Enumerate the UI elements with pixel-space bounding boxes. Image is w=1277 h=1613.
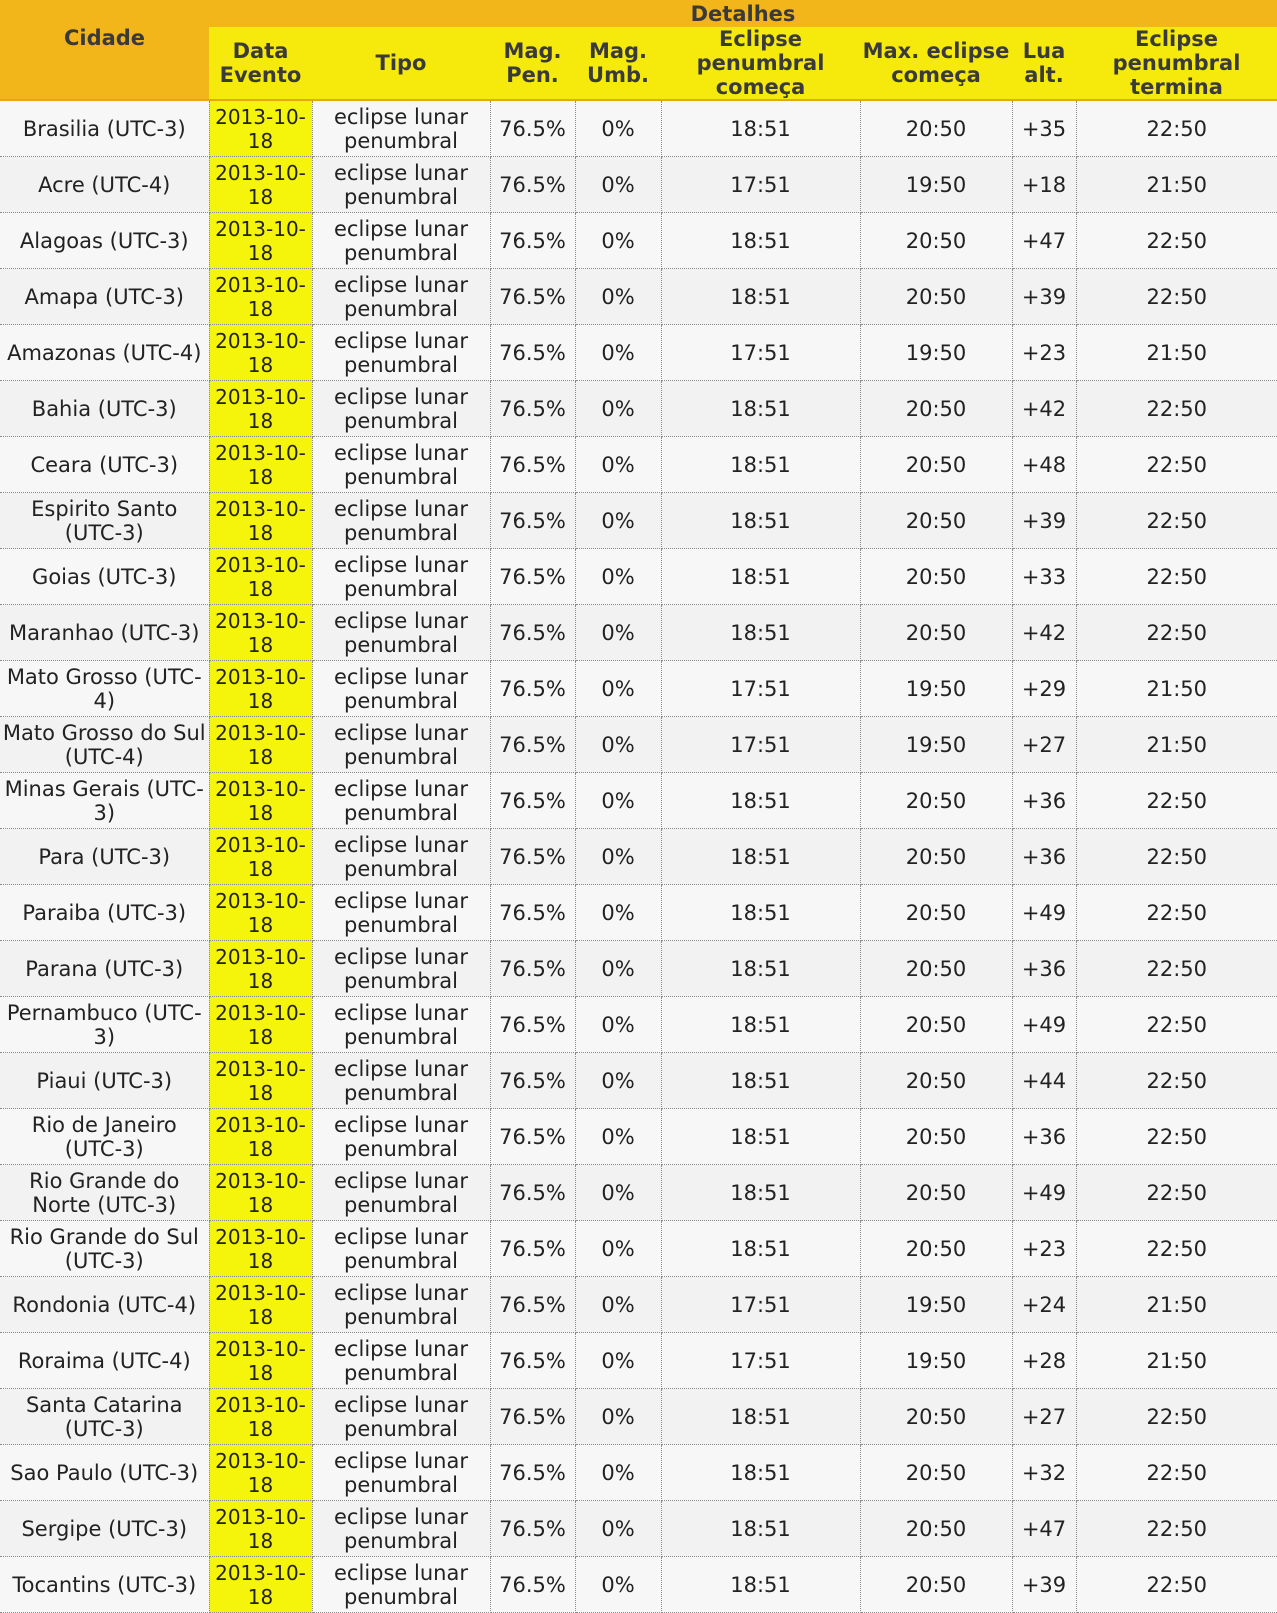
cell-date: 2013-10-18	[209, 885, 312, 941]
cell-mag-umb: 0%	[575, 1501, 661, 1557]
cell-moon-altitude: +24	[1012, 1277, 1076, 1333]
cell-mag-umb: 0%	[575, 941, 661, 997]
cell-type: eclipse lunar penumbral	[312, 1333, 490, 1389]
cell-moon-altitude: +27	[1012, 1389, 1076, 1445]
table-row	[0, 1333, 1277, 1389]
cell-penumbral-ends: 22:50	[1076, 100, 1277, 157]
cell-mag-umb: 0%	[575, 1389, 661, 1445]
cell-type: eclipse lunar penumbral	[312, 157, 490, 213]
cell-date: 2013-10-18	[209, 549, 312, 605]
cell-date: 2013-10-18	[209, 661, 312, 717]
cell-mag-umb: 0%	[575, 100, 661, 157]
cell-moon-altitude: +18	[1012, 157, 1076, 213]
cell-penumbral-begins: 18:51	[661, 1389, 860, 1445]
cell-city: Para (UTC-3)	[0, 829, 209, 885]
cell-city: Alagoas (UTC-3)	[0, 213, 209, 269]
cell-max-eclipse-begins: 20:50	[860, 997, 1012, 1053]
cell-city: Goias (UTC-3)	[0, 549, 209, 605]
cell-type: eclipse lunar penumbral	[312, 605, 490, 661]
cell-penumbral-begins: 18:51	[661, 997, 860, 1053]
cell-penumbral-begins: 18:51	[661, 269, 860, 325]
cell-penumbral-begins: 18:51	[661, 213, 860, 269]
cell-mag-umb: 0%	[575, 1165, 661, 1221]
cell-mag-umb: 0%	[575, 997, 661, 1053]
cell-penumbral-begins: 18:51	[661, 549, 860, 605]
cell-date: 2013-10-18	[209, 1445, 312, 1501]
cell-moon-altitude: +36	[1012, 829, 1076, 885]
cell-mag-umb: 0%	[575, 325, 661, 381]
cell-mag-umb: 0%	[575, 605, 661, 661]
table-row	[0, 605, 1277, 661]
cell-max-eclipse-begins: 20:50	[860, 213, 1012, 269]
cell-penumbral-ends: 22:50	[1076, 1501, 1277, 1557]
cell-moon-altitude: +33	[1012, 549, 1076, 605]
cell-mag-pen: 76.5%	[490, 437, 575, 493]
cell-mag-umb: 0%	[575, 1333, 661, 1389]
cell-max-eclipse-begins: 20:50	[860, 437, 1012, 493]
cell-mag-pen: 76.5%	[490, 885, 575, 941]
cell-penumbral-begins: 17:51	[661, 661, 860, 717]
cell-date: 2013-10-18	[209, 381, 312, 437]
table-row	[0, 1445, 1277, 1501]
cell-date: 2013-10-18	[209, 1053, 312, 1109]
cell-penumbral-ends: 22:50	[1076, 885, 1277, 941]
cell-date: 2013-10-18	[209, 717, 312, 773]
cell-mag-umb: 0%	[575, 493, 661, 549]
cell-mag-pen: 76.5%	[490, 1333, 575, 1389]
cell-city: Bahia (UTC-3)	[0, 381, 209, 437]
cell-max-eclipse-begins: 19:50	[860, 325, 1012, 381]
table-row	[0, 1165, 1277, 1221]
table-row	[0, 1277, 1277, 1333]
cell-moon-altitude: +27	[1012, 717, 1076, 773]
cell-mag-pen: 76.5%	[490, 157, 575, 213]
cell-date: 2013-10-18	[209, 1277, 312, 1333]
cell-type: eclipse lunar penumbral	[312, 325, 490, 381]
table-row	[0, 885, 1277, 941]
cell-max-eclipse-begins: 19:50	[860, 717, 1012, 773]
cell-city: Amazonas (UTC-4)	[0, 325, 209, 381]
cell-max-eclipse-begins: 20:50	[860, 381, 1012, 437]
cell-penumbral-begins: 17:51	[661, 1333, 860, 1389]
cell-type: eclipse lunar penumbral	[312, 1109, 490, 1165]
cell-max-eclipse-begins: 20:50	[860, 885, 1012, 941]
cell-penumbral-ends: 21:50	[1076, 661, 1277, 717]
header-type: Tipo	[312, 27, 490, 100]
cell-mag-pen: 76.5%	[490, 269, 575, 325]
cell-mag-umb: 0%	[575, 549, 661, 605]
cell-penumbral-ends: 22:50	[1076, 1053, 1277, 1109]
table-row	[0, 829, 1277, 885]
cell-moon-altitude: +49	[1012, 1165, 1076, 1221]
cell-date: 2013-10-18	[209, 493, 312, 549]
cell-date: 2013-10-18	[209, 157, 312, 213]
cell-city: Sao Paulo (UTC-3)	[0, 1445, 209, 1501]
cell-penumbral-ends: 22:50	[1076, 549, 1277, 605]
cell-type: eclipse lunar penumbral	[312, 997, 490, 1053]
cell-penumbral-ends: 22:50	[1076, 493, 1277, 549]
cell-mag-umb: 0%	[575, 1277, 661, 1333]
cell-penumbral-begins: 18:51	[661, 1053, 860, 1109]
cell-penumbral-begins: 18:51	[661, 605, 860, 661]
cell-max-eclipse-begins: 20:50	[860, 1557, 1012, 1613]
cell-mag-pen: 76.5%	[490, 213, 575, 269]
cell-moon-altitude: +47	[1012, 1501, 1076, 1557]
table-row	[0, 1501, 1277, 1557]
cell-mag-pen: 76.5%	[490, 997, 575, 1053]
cell-mag-umb: 0%	[575, 381, 661, 437]
cell-max-eclipse-begins: 20:50	[860, 1221, 1012, 1277]
cell-max-eclipse-begins: 20:50	[860, 1389, 1012, 1445]
cell-mag-pen: 76.5%	[490, 661, 575, 717]
cell-city: Roraima (UTC-4)	[0, 1333, 209, 1389]
table-row	[0, 437, 1277, 493]
cell-type: eclipse lunar penumbral	[312, 1389, 490, 1445]
cell-moon-altitude: +32	[1012, 1445, 1076, 1501]
table-row	[0, 717, 1277, 773]
cell-mag-pen: 76.5%	[490, 1445, 575, 1501]
cell-mag-umb: 0%	[575, 717, 661, 773]
cell-penumbral-begins: 17:51	[661, 157, 860, 213]
table-row	[0, 493, 1277, 549]
table-row	[0, 381, 1277, 437]
cell-penumbral-begins: 18:51	[661, 1109, 860, 1165]
cell-city: Santa Catarina (UTC-3)	[0, 1389, 209, 1445]
cell-moon-altitude: +36	[1012, 1109, 1076, 1165]
cell-penumbral-begins: 18:51	[661, 1557, 860, 1613]
cell-city: Espirito Santo (UTC-3)	[0, 493, 209, 549]
cell-penumbral-begins: 18:51	[661, 1501, 860, 1557]
cell-city: Minas Gerais (UTC-3)	[0, 773, 209, 829]
cell-mag-umb: 0%	[575, 661, 661, 717]
cell-moon-altitude: +39	[1012, 1557, 1076, 1613]
cell-moon-altitude: +49	[1012, 997, 1076, 1053]
cell-city: Parana (UTC-3)	[0, 941, 209, 997]
cell-mag-pen: 76.5%	[490, 381, 575, 437]
table-row	[0, 157, 1277, 213]
cell-max-eclipse-begins: 20:50	[860, 605, 1012, 661]
cell-date: 2013-10-18	[209, 213, 312, 269]
header-mag-pen: Mag. Pen.	[490, 27, 575, 100]
cell-moon-altitude: +36	[1012, 941, 1076, 997]
cell-penumbral-ends: 22:50	[1076, 1389, 1277, 1445]
cell-mag-pen: 76.5%	[490, 493, 575, 549]
cell-date: 2013-10-18	[209, 269, 312, 325]
cell-mag-pen: 76.5%	[490, 605, 575, 661]
cell-mag-umb: 0%	[575, 1557, 661, 1613]
cell-max-eclipse-begins: 19:50	[860, 1277, 1012, 1333]
cell-date: 2013-10-18	[209, 941, 312, 997]
cell-max-eclipse-begins: 20:50	[860, 829, 1012, 885]
cell-penumbral-begins: 18:51	[661, 1165, 860, 1221]
table-body	[0, 100, 1277, 1613]
cell-penumbral-begins: 18:51	[661, 941, 860, 997]
cell-date: 2013-10-18	[209, 605, 312, 661]
cell-type: eclipse lunar penumbral	[312, 100, 490, 157]
cell-penumbral-ends: 21:50	[1076, 717, 1277, 773]
cell-mag-pen: 76.5%	[490, 1501, 575, 1557]
cell-type: eclipse lunar penumbral	[312, 941, 490, 997]
cell-city: Mato Grosso do Sul (UTC-4)	[0, 717, 209, 773]
cell-date: 2013-10-18	[209, 325, 312, 381]
cell-mag-pen: 76.5%	[490, 1277, 575, 1333]
cell-city: Maranhao (UTC-3)	[0, 605, 209, 661]
cell-city: Piaui (UTC-3)	[0, 1053, 209, 1109]
cell-city: Tocantins (UTC-3)	[0, 1557, 209, 1613]
cell-type: eclipse lunar penumbral	[312, 1445, 490, 1501]
cell-penumbral-ends: 22:50	[1076, 829, 1277, 885]
cell-mag-pen: 76.5%	[490, 549, 575, 605]
cell-moon-altitude: +42	[1012, 381, 1076, 437]
cell-type: eclipse lunar penumbral	[312, 717, 490, 773]
cell-penumbral-begins: 18:51	[661, 100, 860, 157]
cell-mag-pen: 76.5%	[490, 829, 575, 885]
cell-city: Paraiba (UTC-3)	[0, 885, 209, 941]
cell-date: 2013-10-18	[209, 100, 312, 157]
header-penumbral-begins: Eclipse penumbral começa	[661, 27, 860, 100]
cell-mag-pen: 76.5%	[490, 1221, 575, 1277]
cell-type: eclipse lunar penumbral	[312, 773, 490, 829]
cell-penumbral-begins: 17:51	[661, 717, 860, 773]
cell-penumbral-ends: 21:50	[1076, 1277, 1277, 1333]
cell-mag-umb: 0%	[575, 437, 661, 493]
header-date: Data Evento	[209, 27, 312, 100]
cell-city: Mato Grosso (UTC-4)	[0, 661, 209, 717]
cell-date: 2013-10-18	[209, 1109, 312, 1165]
cell-city: Amapa (UTC-3)	[0, 269, 209, 325]
table-row	[0, 1221, 1277, 1277]
cell-penumbral-ends: 22:50	[1076, 1557, 1277, 1613]
header-penumbral-ends: Eclipse penumbral termina	[1076, 27, 1277, 100]
cell-type: eclipse lunar penumbral	[312, 381, 490, 437]
cell-penumbral-begins: 18:51	[661, 885, 860, 941]
cell-type: eclipse lunar penumbral	[312, 885, 490, 941]
cell-type: eclipse lunar penumbral	[312, 269, 490, 325]
cell-max-eclipse-begins: 20:50	[860, 1501, 1012, 1557]
cell-type: eclipse lunar penumbral	[312, 437, 490, 493]
cell-type: eclipse lunar penumbral	[312, 213, 490, 269]
cell-date: 2013-10-18	[209, 1165, 312, 1221]
cell-penumbral-ends: 22:50	[1076, 1165, 1277, 1221]
table-row	[0, 941, 1277, 997]
cell-city: Rio Grande do Norte (UTC-3)	[0, 1165, 209, 1221]
table-row	[0, 269, 1277, 325]
header-max-eclipse-begins: Max. eclipse começa	[860, 27, 1012, 100]
cell-city: Sergipe (UTC-3)	[0, 1501, 209, 1557]
header-city: Cidade	[0, 0, 209, 100]
cell-mag-umb: 0%	[575, 1053, 661, 1109]
cell-penumbral-ends: 22:50	[1076, 1221, 1277, 1277]
header-mag-umb: Mag. Umb.	[575, 27, 661, 100]
cell-mag-umb: 0%	[575, 157, 661, 213]
table-row	[0, 661, 1277, 717]
cell-mag-pen: 76.5%	[490, 773, 575, 829]
cell-penumbral-ends: 22:50	[1076, 997, 1277, 1053]
cell-mag-pen: 76.5%	[490, 100, 575, 157]
header-moon-altitude: Lua alt.	[1012, 27, 1076, 100]
cell-mag-pen: 76.5%	[490, 1557, 575, 1613]
cell-city: Brasilia (UTC-3)	[0, 100, 209, 157]
cell-type: eclipse lunar penumbral	[312, 1557, 490, 1613]
cell-city: Rio de Janeiro (UTC-3)	[0, 1109, 209, 1165]
cell-penumbral-begins: 18:51	[661, 493, 860, 549]
cell-max-eclipse-begins: 20:50	[860, 1445, 1012, 1501]
cell-penumbral-ends: 21:50	[1076, 1333, 1277, 1389]
cell-date: 2013-10-18	[209, 1557, 312, 1613]
cell-mag-umb: 0%	[575, 1445, 661, 1501]
cell-type: eclipse lunar penumbral	[312, 1053, 490, 1109]
cell-max-eclipse-begins: 20:50	[860, 549, 1012, 605]
cell-date: 2013-10-18	[209, 829, 312, 885]
cell-penumbral-begins: 18:51	[661, 381, 860, 437]
cell-mag-pen: 76.5%	[490, 1389, 575, 1445]
cell-type: eclipse lunar penumbral	[312, 1501, 490, 1557]
table-row	[0, 1389, 1277, 1445]
cell-mag-umb: 0%	[575, 1221, 661, 1277]
cell-max-eclipse-begins: 20:50	[860, 1053, 1012, 1109]
cell-type: eclipse lunar penumbral	[312, 1165, 490, 1221]
cell-penumbral-ends: 22:50	[1076, 605, 1277, 661]
cell-moon-altitude: +39	[1012, 493, 1076, 549]
cell-mag-umb: 0%	[575, 269, 661, 325]
cell-date: 2013-10-18	[209, 437, 312, 493]
cell-moon-altitude: +48	[1012, 437, 1076, 493]
cell-mag-pen: 76.5%	[490, 325, 575, 381]
cell-date: 2013-10-18	[209, 1221, 312, 1277]
cell-penumbral-ends: 21:50	[1076, 325, 1277, 381]
cell-mag-umb: 0%	[575, 829, 661, 885]
cell-city: Pernambuco (UTC-3)	[0, 997, 209, 1053]
header-details: Detalhes	[209, 0, 1277, 27]
cell-max-eclipse-begins: 20:50	[860, 773, 1012, 829]
cell-max-eclipse-begins: 20:50	[860, 269, 1012, 325]
cell-date: 2013-10-18	[209, 1501, 312, 1557]
cell-type: eclipse lunar penumbral	[312, 1277, 490, 1333]
cell-moon-altitude: +42	[1012, 605, 1076, 661]
table-row	[0, 549, 1277, 605]
table-row	[0, 997, 1277, 1053]
cell-type: eclipse lunar penumbral	[312, 661, 490, 717]
cell-moon-altitude: +39	[1012, 269, 1076, 325]
cell-moon-altitude: +23	[1012, 1221, 1076, 1277]
cell-penumbral-begins: 18:51	[661, 1445, 860, 1501]
cell-penumbral-ends: 22:50	[1076, 381, 1277, 437]
cell-moon-altitude: +49	[1012, 885, 1076, 941]
cell-max-eclipse-begins: 19:50	[860, 1333, 1012, 1389]
cell-penumbral-begins: 18:51	[661, 437, 860, 493]
cell-penumbral-ends: 22:50	[1076, 437, 1277, 493]
cell-penumbral-begins: 18:51	[661, 773, 860, 829]
cell-max-eclipse-begins: 20:50	[860, 941, 1012, 997]
cell-type: eclipse lunar penumbral	[312, 1221, 490, 1277]
table-row	[0, 1053, 1277, 1109]
cell-penumbral-ends: 22:50	[1076, 941, 1277, 997]
cell-max-eclipse-begins: 20:50	[860, 100, 1012, 157]
cell-moon-altitude: +44	[1012, 1053, 1076, 1109]
cell-penumbral-ends: 22:50	[1076, 269, 1277, 325]
cell-mag-umb: 0%	[575, 1109, 661, 1165]
cell-date: 2013-10-18	[209, 773, 312, 829]
table-row	[0, 1557, 1277, 1613]
cell-penumbral-ends: 22:50	[1076, 1445, 1277, 1501]
cell-penumbral-ends: 21:50	[1076, 157, 1277, 213]
cell-moon-altitude: +28	[1012, 1333, 1076, 1389]
cell-mag-pen: 76.5%	[490, 1165, 575, 1221]
cell-max-eclipse-begins: 20:50	[860, 1109, 1012, 1165]
cell-max-eclipse-begins: 20:50	[860, 493, 1012, 549]
cell-type: eclipse lunar penumbral	[312, 493, 490, 549]
table-row	[0, 213, 1277, 269]
cell-penumbral-begins: 17:51	[661, 325, 860, 381]
table-header	[0, 0, 1277, 100]
cell-penumbral-begins: 18:51	[661, 829, 860, 885]
cell-date: 2013-10-18	[209, 997, 312, 1053]
cell-penumbral-ends: 22:50	[1076, 773, 1277, 829]
cell-mag-umb: 0%	[575, 213, 661, 269]
table-row	[0, 773, 1277, 829]
cell-mag-pen: 76.5%	[490, 1053, 575, 1109]
cell-moon-altitude: +29	[1012, 661, 1076, 717]
cell-moon-altitude: +47	[1012, 213, 1076, 269]
cell-date: 2013-10-18	[209, 1333, 312, 1389]
cell-city: Rio Grande do Sul (UTC-3)	[0, 1221, 209, 1277]
cell-mag-umb: 0%	[575, 885, 661, 941]
cell-city: Rondonia (UTC-4)	[0, 1277, 209, 1333]
table-row	[0, 1109, 1277, 1165]
cell-max-eclipse-begins: 20:50	[860, 1165, 1012, 1221]
table-row	[0, 100, 1277, 157]
cell-mag-pen: 76.5%	[490, 717, 575, 773]
cell-moon-altitude: +35	[1012, 100, 1076, 157]
cell-max-eclipse-begins: 19:50	[860, 661, 1012, 717]
cell-type: eclipse lunar penumbral	[312, 829, 490, 885]
cell-mag-pen: 76.5%	[490, 941, 575, 997]
cell-mag-pen: 76.5%	[490, 1109, 575, 1165]
cell-moon-altitude: +23	[1012, 325, 1076, 381]
cell-city: Ceara (UTC-3)	[0, 437, 209, 493]
cell-penumbral-begins: 17:51	[661, 1277, 860, 1333]
cell-moon-altitude: +36	[1012, 773, 1076, 829]
cell-penumbral-begins: 18:51	[661, 1221, 860, 1277]
cell-penumbral-ends: 22:50	[1076, 213, 1277, 269]
cell-max-eclipse-begins: 19:50	[860, 157, 1012, 213]
table-row	[0, 325, 1277, 381]
cell-penumbral-ends: 22:50	[1076, 1109, 1277, 1165]
cell-city: Acre (UTC-4)	[0, 157, 209, 213]
cell-type: eclipse lunar penumbral	[312, 549, 490, 605]
cell-date: 2013-10-18	[209, 1389, 312, 1445]
cell-mag-umb: 0%	[575, 773, 661, 829]
